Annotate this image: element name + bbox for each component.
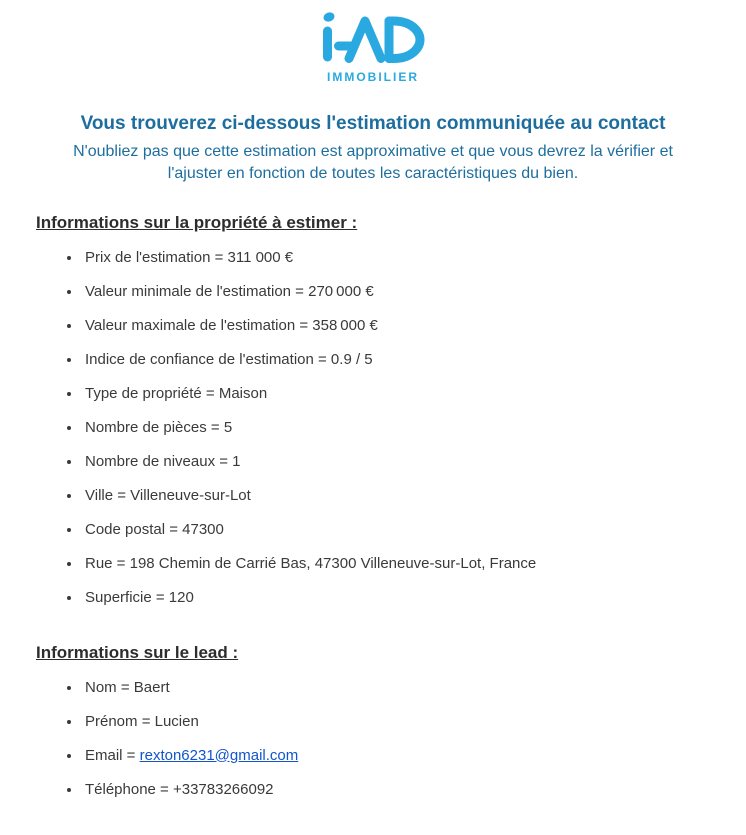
list-item-levels: • Nombre de niveaux = 1 (82, 453, 710, 471)
list-item-max-value: • Valeur maximale de l'estimation = 358 000 € (82, 317, 710, 335)
list-item-street: • Rue = 198 Chemin de Carrié Bas, 47300 Villeneuve-sur-Lot, France (82, 555, 710, 573)
list-item-lastname (82, 679, 710, 697)
lead-list (36, 679, 710, 799)
list-item-min-value: • Valeur minimale de l'estimation = 270 000 € (82, 283, 710, 301)
phone-text: Téléphone = +33783266092 (85, 780, 274, 798)
logo-block (36, 8, 710, 84)
lead-section (36, 643, 710, 799)
intro-section (36, 112, 710, 186)
property-section (36, 213, 710, 607)
email-label: Email = (85, 746, 140, 764)
email-link[interactable]: rexton6231@gmail.com (139, 746, 299, 764)
list-item-property-type: • Type de propriété = Maison (82, 385, 710, 403)
logo-subtext: IMMOBILIER (327, 70, 419, 84)
property-section-heading: Informations sur la propriété à estimer : (36, 212, 358, 232)
list-item-rooms: • Nombre de pièces = 5 (82, 419, 710, 437)
intro-subtitle: N'oubliez pas que cette estimation est approximative et que vous devrez la vérifier et l'ajuster en fonction de toutes les caractéristiques du bien. (73, 142, 673, 183)
lastname-text: Nom = Baert (85, 678, 170, 696)
list-item-city: • Ville = Villeneuve-sur-Lot (82, 487, 710, 505)
firstname-text: Prénom = Lucien (85, 712, 199, 730)
page-title: Vous trouverez ci-dessous l'estimation communiquée au contact (80, 113, 666, 134)
list-item-firstname (82, 713, 710, 731)
property-list (36, 249, 710, 607)
iad-logo-icon (321, 10, 425, 64)
list-item-postal-code: • Code postal = 47300 (82, 521, 710, 539)
list-item-confidence: • Indice de confiance de l'estimation = 0.9 / 5 (82, 351, 710, 369)
lead-section-heading: Informations sur le lead : (36, 642, 239, 662)
list-item-surface: • Superficie = 120 (82, 589, 710, 607)
list-item-phone (82, 781, 710, 799)
list-item-price: • Prix de l'estimation = 311 000 € (82, 249, 710, 267)
list-item-email (82, 747, 710, 765)
